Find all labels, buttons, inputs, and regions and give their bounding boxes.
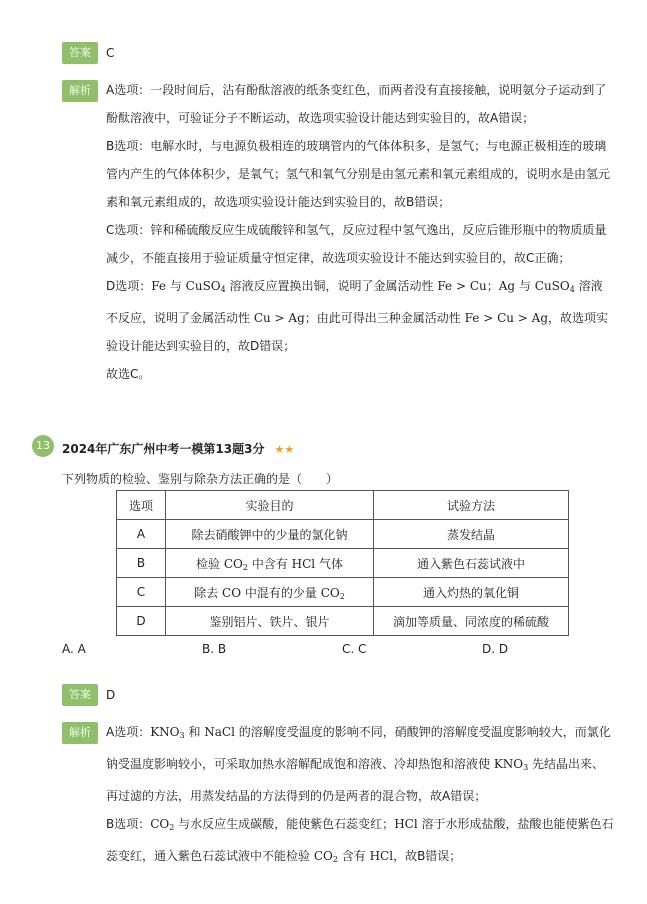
table-cell: 除去硝酸钾中的少量的氯化钠 bbox=[166, 520, 374, 549]
analysis-text bbox=[106, 76, 614, 388]
analysis2-line-a: A选项：$KNO_3$ 和 NaCl 的溶解度受温度的影响不同，硝酸钾的溶解度受温度影响较大，而氯化钠受温度影响较小，可采取加热水溶解配成饱和溶液、冷却热饱和溶液使 $KNO_3$ 先结晶出来、再过滤的方法，用蒸发结晶的方法得到的仍是两者的混合物，故A错误； bbox=[106, 725, 611, 803]
analysis-line-b: B选项：电解水时，与电源负极相连的玻璃管内的气体体积多，是氢气；与电源正极相连的玻璃管内产生的气体体积少，是氧气；氢气和氧气分别是由氢元素和氧元素组成的，说明水是由氢元素和氧元素组成的，故选项实验设计能达到实验目的，故B错误； bbox=[106, 139, 611, 209]
question-stem: 下列物质的检验、鉴别与除杂方法正确的是（ ） bbox=[62, 472, 339, 486]
table-cell: B bbox=[117, 549, 166, 578]
choice-c[interactable]: C. C bbox=[342, 642, 367, 656]
table-header: 选项 bbox=[117, 491, 166, 520]
analysis2-line-b: B选项：$CO_2$ 与水反应生成碳酸，能使紫色石蕊变红；HCl 溶于水形成盐酸，盐酸也能使紫色石蕊变红，通入紫色石蕊试液中不能检验 $CO_2$ 含有 HCl，故B错误； bbox=[106, 817, 614, 864]
analysis-line-a: A选项：一段时间后，沾有酚酞溶液的纸条变红色，而两者没有直接接触，说明氨分子运动到了酚酞溶液中，可验证分子不断运动，故选项实验设计能达到实验目的，故A错误； bbox=[106, 83, 607, 125]
question-title: 2024年广东广州中考一模第13题3分 ★★ bbox=[62, 442, 295, 456]
difficulty-stars: ★★ bbox=[274, 443, 295, 456]
table-cell: 除去 CO 中混有的少量 $CO_2$ bbox=[166, 578, 374, 607]
table-cell: 蒸发结晶 bbox=[374, 520, 569, 549]
analysis-line-d: D选项：Fe 与 CuSO$_4$ 溶液反应置换出铜，说明了金属活动性 Fe > Cu；Ag 与 CuSO$_4$ 溶液不反应，说明了金属活动性 Cu > Ag；由此可得出三种金属活动性 Fe > Cu > Ag，故选项实验设计能达到实验目的，故D错误； bbox=[106, 279, 609, 353]
choice-a[interactable]: A. A bbox=[62, 642, 86, 656]
choice-b[interactable]: B. B bbox=[202, 642, 227, 656]
answer-value: D bbox=[106, 688, 116, 702]
table-header: 实验目的 bbox=[166, 491, 374, 520]
table-row bbox=[117, 578, 569, 607]
table-header-row bbox=[117, 491, 569, 520]
table-cell: C bbox=[117, 578, 166, 607]
table-cell: 通入紫色石蕊试液中 bbox=[374, 549, 569, 578]
answer-tag: 答案 bbox=[62, 42, 98, 64]
analysis-line-c: C选项：锌和稀硫酸反应生成硫酸锌和氢气，反应过程中氢气逸出，反应后锥形瓶中的物质质量减少，不能直接用于验证质量守恒定律，故选项实验设计不能达到实验目的，故C正确； bbox=[106, 223, 607, 265]
answer-value: C bbox=[106, 46, 115, 60]
question-number-badge: 13 bbox=[32, 435, 54, 457]
question-table bbox=[116, 490, 569, 636]
answer-tag: 答案 bbox=[62, 684, 98, 706]
table-cell: 检验 $CO_2$ 中含有 HCl 气体 bbox=[166, 549, 374, 578]
table-row bbox=[117, 607, 569, 636]
table-header: 试验方法 bbox=[374, 491, 569, 520]
analysis-tag: 解析 bbox=[62, 80, 98, 102]
table-cell: 鉴别铝片、铁片、银片 bbox=[166, 607, 374, 636]
table-cell: A bbox=[117, 520, 166, 549]
table-cell: 滴加等质量、同浓度的稀硫酸 bbox=[374, 607, 569, 636]
table-row bbox=[117, 520, 569, 549]
analysis-tag: 解析 bbox=[62, 722, 98, 744]
choice-d[interactable]: D. D bbox=[482, 642, 509, 656]
table-row bbox=[117, 549, 569, 578]
table-cell: 通入灼热的氧化铜 bbox=[374, 578, 569, 607]
analysis-final: 故选C。 bbox=[106, 367, 151, 381]
analysis-text-2 bbox=[106, 718, 614, 874]
table-cell: D bbox=[117, 607, 166, 636]
